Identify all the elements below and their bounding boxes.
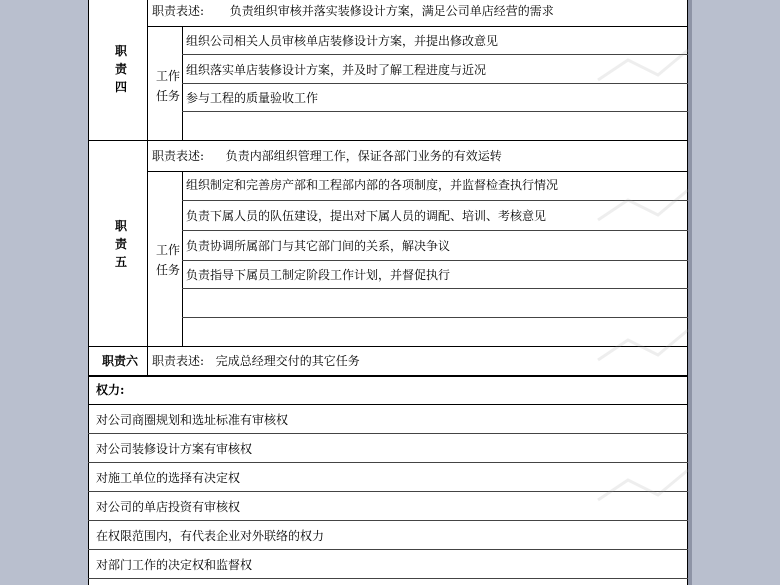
list-item: 对公司的单店投资有审核权 <box>96 500 241 514</box>
list-item: 负责协调所属部门与其它部门间的关系，解决争议 <box>186 239 451 253</box>
duty4-title: 职 责 四 <box>114 44 127 94</box>
list-item: 负责下属人员的队伍建设，提出对下属人员的调配、培训、考核意见 <box>186 209 547 223</box>
duty4-task-label: 工作 任务 <box>155 69 180 103</box>
watermark-pattern <box>588 20 698 580</box>
duty6-summary <box>152 354 360 368</box>
duty5-title: 职 责 五 <box>114 219 127 269</box>
summary-text: 完成总经理交付的其它任务 <box>215 354 360 368</box>
summary-text: 负责内部组织管理工作，保证各部门业务的有效运转 <box>225 149 502 163</box>
document-page <box>88 0 688 585</box>
duty4-summary <box>152 4 554 18</box>
summary-text: 负责组织审核并落实装修设计方案，满足公司单店经营的需求 <box>229 4 554 18</box>
summary-label: 职责表述: <box>152 354 205 368</box>
list-item: 对公司商圈规划和选址标准有审核权 <box>96 413 289 427</box>
list-item: 在权限范围内，有代表企业对外联络的权力 <box>96 529 325 543</box>
list-item: 对施工单位的选择有决定权 <box>96 471 241 485</box>
authority-heading: 权力: <box>96 383 125 397</box>
summary-label: 职责表述: <box>152 4 205 18</box>
summary-label: 职责表述: <box>152 149 205 163</box>
list-item: 负责指导下属员工制定阶段工作计划，并督促执行 <box>186 268 451 282</box>
list-item: 组织落实单店装修设计方案，并及时了解工程进度与近况 <box>186 63 487 77</box>
list-item: 参与工程的质量验收工作 <box>186 91 319 105</box>
duty6-title: 职责六 <box>102 354 139 368</box>
task-column-divider <box>182 171 183 347</box>
duty5-summary <box>152 149 502 163</box>
list-item: 组织公司相关人员审核单店装修设计方案，并提出修改意见 <box>186 34 499 48</box>
list-item: 对公司装修设计方案有审核权 <box>96 442 253 456</box>
list-item: 对部门工作的决定权和监督权 <box>96 558 253 572</box>
list-item: 组织制定和完善房产部和工程部内部的各项制度，并监督检查执行情况 <box>186 178 559 192</box>
duty5-task-label: 工作 任务 <box>155 243 180 277</box>
table-border-left <box>88 0 89 585</box>
title-column-divider <box>147 0 148 376</box>
